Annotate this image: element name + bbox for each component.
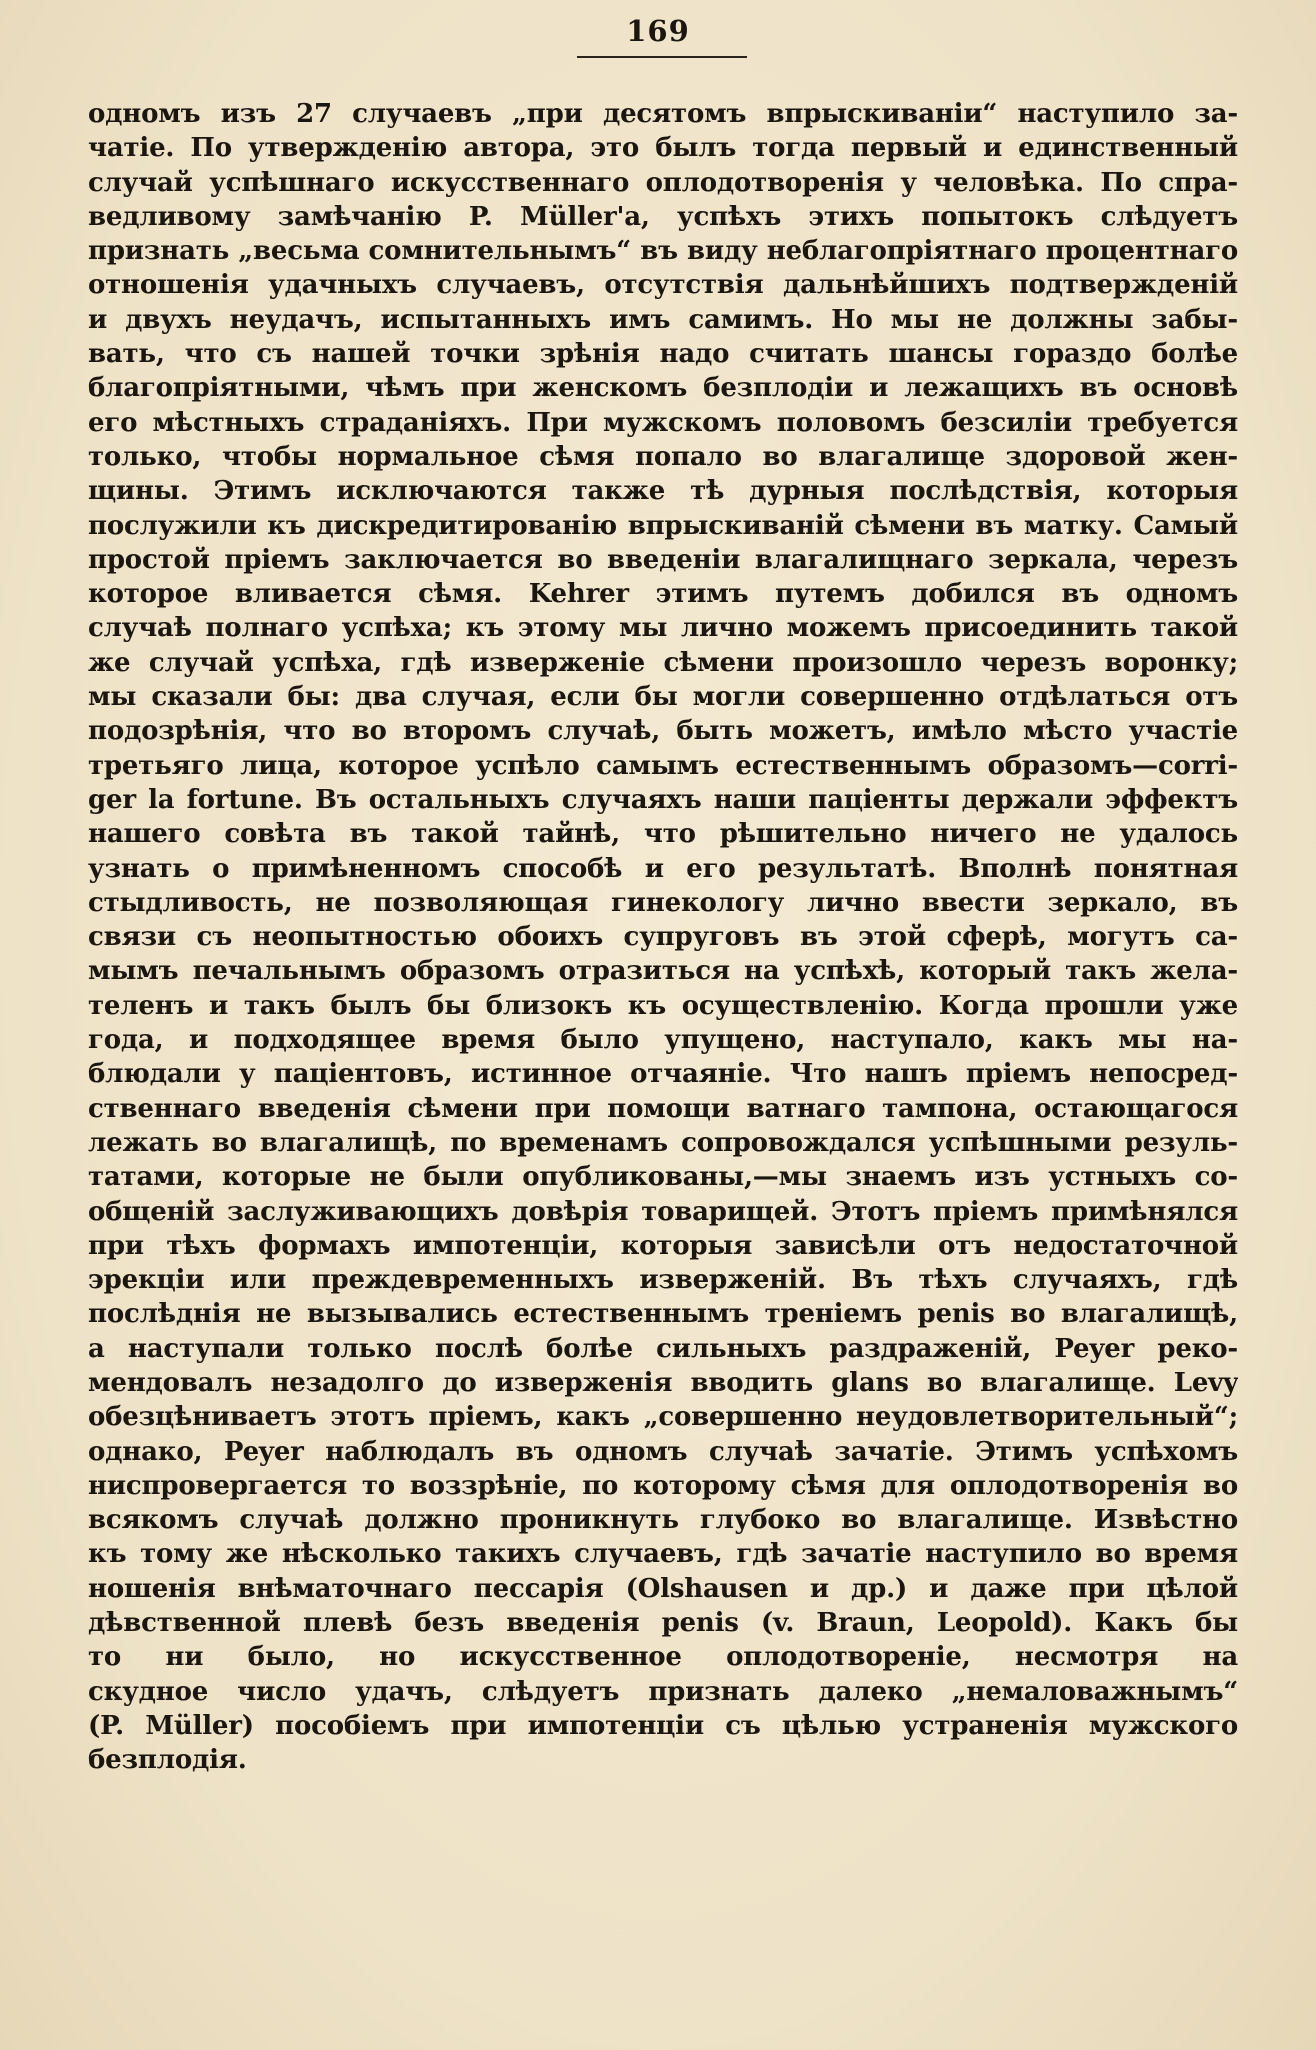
text-line: и двухъ неудачъ, испытанныхъ имъ самимъ. Но мы не должны забы- [88, 304, 1238, 335]
text-line: чатiе. По утвержденiю автора, это былъ тогда первый и единственный [88, 133, 1238, 164]
text-line: ведливому замѣчанiю P. Müller'a, успѣхъ этихъ попытокъ слѣдуетъ [88, 201, 1238, 232]
text-line: его мѣстныхъ страданiяхъ. При мужскомъ половомъ безсилiи требуется [88, 407, 1238, 438]
text-line: стыдливость, не позволяющая гинекологу лично ввести зеркало, въ [88, 887, 1238, 918]
text-line: ношенiя внѣматочнаго пессарiя (Olshausen и др.) и даже при цѣлой [88, 1573, 1238, 1604]
text-line: то ни было, но искусственное оплодотворенiе, несмотря на [88, 1642, 1238, 1673]
text-line: щины. Этимъ исключаются также тѣ дурныя послѣдствiя, которыя [88, 476, 1238, 507]
text-line: послужили къ дискредитированiю впрыскиванiй сѣмени въ матку. Самый [88, 510, 1238, 541]
header-rule [577, 56, 747, 58]
text-line: всякомъ случаѣ должно проникнуть глубоко во влагалище. Извѣстно [88, 1505, 1238, 1536]
text-line: года, и подходящее время было упущено, наступало, какъ мы на- [88, 1025, 1238, 1056]
text-line: простой прiемъ заключается во введенiи влагалищнаго зеркала, черезъ [88, 544, 1238, 575]
text-line: мендовалъ незадолго до изверженiя вводить glans во влагалище. Levy [88, 1367, 1238, 1398]
text-line: благопрiятными, чѣмъ при женскомъ безплодiи и лежащихъ въ основѣ [88, 373, 1238, 404]
text-line: послѣднiя не вызывались естественнымъ тренiемъ penis во влагалищѣ, [88, 1299, 1238, 1330]
text-line: общенiй заслуживающихъ довѣрiя товарищей. Этотъ прiемъ примѣнялся [88, 1196, 1238, 1227]
text-line: ger la fortune. Въ остальныхъ случаяхъ наши пацiенты держали эффектъ [88, 784, 1238, 815]
text-line: мы сказали бы: два случая, если бы могли совершенно отдѣлаться отъ [88, 682, 1238, 713]
text-line: случай успѣшнаго искусственнаго оплодотворенiя у человѣка. По спра- [88, 167, 1238, 198]
text-line: безплодiя. [88, 1745, 247, 1776]
text-line: же случай успѣха, гдѣ изверженiе сѣмени произошло черезъ воронку; [88, 647, 1238, 678]
text-line: ственнаго введенiя сѣмени при помощи ватнаго тампона, остающагося [88, 1093, 1238, 1124]
text-line: вать, что съ нашей точки зрѣнiя надо считать шансы гораздо болѣе [88, 339, 1238, 370]
text-line: случаѣ полнаго успѣха; къ этому мы лично можемъ присоединить такой [88, 613, 1238, 644]
text-line: третьяго лица, которое успѣло самымъ естественнымъ образомъ—corri- [88, 750, 1238, 781]
text-line: дѣвственной плевѣ безъ введенiя penis (v. Braun, Leopold). Какъ бы [88, 1608, 1238, 1639]
text-line: эрекцiи или преждевременныхъ изверженiй. Въ тѣхъ случаяхъ, гдѣ [88, 1265, 1238, 1296]
page-number: 169 [626, 14, 690, 48]
text-line: однако, Peyer наблюдалъ въ одномъ случаѣ зачатiе. Этимъ успѣхомъ [88, 1436, 1238, 1467]
text-line: (P. Müller) пособiемъ при импотенцiи съ цѣлью устраненiя мужского [88, 1710, 1238, 1741]
text-line: блюдали у пацiентовъ, истинное отчаянiе. Что нашъ прiемъ непосред- [88, 1059, 1238, 1090]
text-line: подозрѣнiя, что во второмъ случаѣ, быть можетъ, имѣло мѣсто участiе [88, 716, 1238, 747]
text-line: татами, которые не были опубликованы,—мы знаемъ изъ устныхъ со- [88, 1162, 1238, 1193]
text-line: къ тому же нѣсколько такихъ случаевъ, гдѣ зачатiе наступило во время [88, 1539, 1238, 1570]
text-line: только, чтобы нормальное сѣмя попало во влагалище здоровой жен- [88, 441, 1238, 472]
text-line: связи съ неопытностью обоихъ супруговъ въ этой сферѣ, могутъ са- [88, 922, 1238, 953]
text-line: одномъ изъ 27 случаевъ „при десятомъ впрыскиванiи“ наступило за- [88, 99, 1238, 129]
text-line: признать „весьма сомнительнымъ“ въ виду неблагопрiятнаго процентнаго [88, 236, 1238, 267]
text-line: лежать во влагалищѣ, по временамъ сопровождался успѣшными резуль- [88, 1127, 1238, 1158]
text-line: нашего совѣта въ такой тайнѣ, что рѣшительно ничего не удалось [88, 819, 1238, 850]
text-line: узнать о примѣненномъ способѣ и его результатѣ. Вполнѣ понятная [88, 853, 1238, 884]
text-line: обезцѣниваетъ этотъ прiемъ, какъ „совершенно неудовлетворительный“; [88, 1402, 1238, 1433]
text-line: мымъ печальнымъ образомъ отразиться на успѣхѣ, который такъ жела- [88, 956, 1238, 987]
text-line: при тѣхъ формахъ импотенцiи, которыя зависѣли отъ недостаточной [88, 1230, 1238, 1261]
text-line: ниспровергается то воззрѣнiе, по которому сѣмя для оплодотворенiя во [88, 1470, 1238, 1501]
text-line: отношенiя удачныхъ случаевъ, отсутствiя дальнѣйшихъ подтвержденiй [88, 270, 1238, 301]
text-line: а наступали только послѣ болѣе сильныхъ раздраженiй, Peyer реко- [88, 1333, 1238, 1364]
body-text [88, 97, 1238, 1778]
text-line: теленъ и такъ былъ бы близокъ къ осуществленiю. Когда прошли уже [88, 990, 1238, 1021]
text-line: которое вливается сѣмя. Kehrer этимъ путемъ добился въ одномъ [88, 579, 1238, 610]
text-line: скудное число удачъ, слѣдуетъ признать далеко „немаловажнымъ“ [88, 1676, 1238, 1707]
